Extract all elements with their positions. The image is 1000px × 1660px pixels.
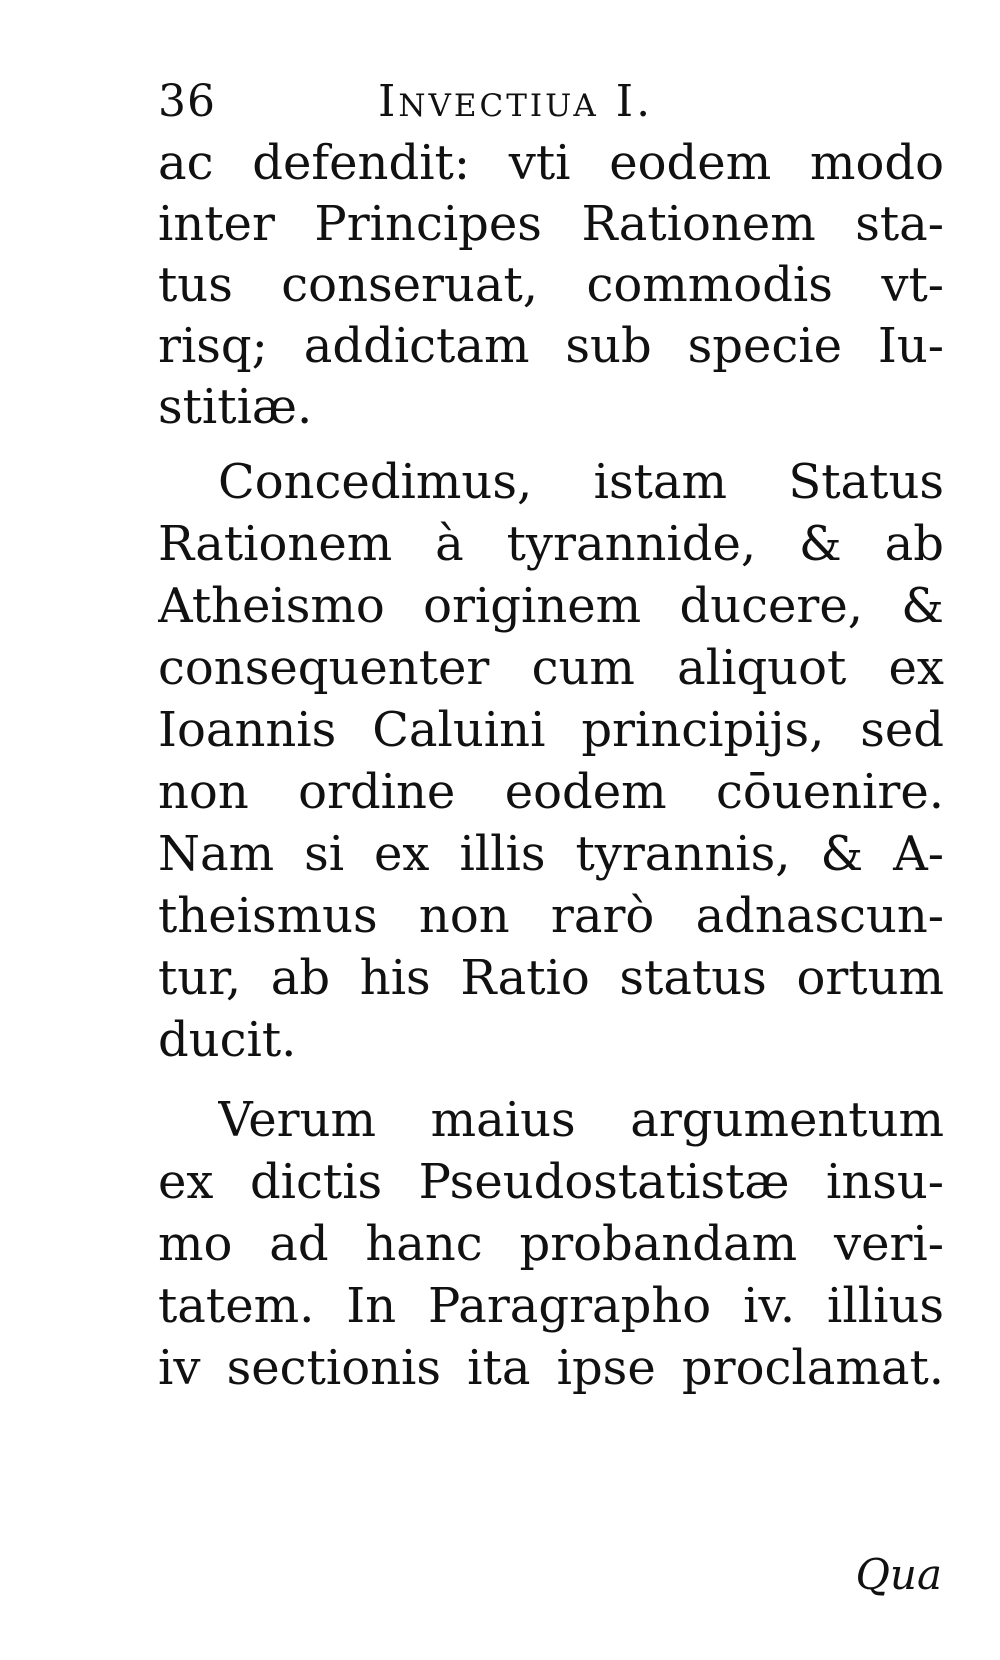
text-line: stitiæ. (158, 379, 313, 435)
running-head (158, 72, 748, 132)
text-line: risq; addictam sub specie Iu- (158, 318, 944, 374)
text-line: ducit. (158, 1012, 297, 1068)
text-line: Ioannis Caluini principijs, sed (158, 702, 944, 758)
text-line: ex dictis Pseudostatistæ insu- (158, 1154, 944, 1210)
catchword: Qua (855, 1550, 942, 1599)
text-line: consequenter cum aliquot ex (158, 640, 944, 696)
paragraph-start-line: Verum maius argumentum (218, 1092, 944, 1148)
paragraph-start-line: Concedimus, istam Status (218, 454, 944, 510)
text-line: iv sectionis ita ipse proclamat. (158, 1340, 944, 1396)
text-line: non ordine eodem cōuenire. (158, 764, 944, 820)
text-line: Rationem à tyrannide, & ab (158, 516, 944, 572)
text-line: Nam si ex illis tyrannis, & A- (158, 826, 944, 882)
text-line: tus conseruat, commodis vt- (158, 257, 944, 313)
text-line: Atheismo originem ducere, & (158, 578, 944, 634)
text-line: ac defendit: vti eodem modo (158, 135, 944, 191)
text-line: inter Principes Rationem sta- (158, 196, 944, 252)
running-title: Invectiua I. (378, 76, 654, 127)
text-line: tur, ab his Ratio status ortum (158, 950, 944, 1006)
text-line: theismus non rarò adnascun- (158, 888, 944, 944)
text-line: tatem. In Paragrapho iv. illius (158, 1278, 944, 1334)
text-line: mo ad hanc probandam veri- (158, 1216, 944, 1272)
page-number: 36 (158, 76, 216, 127)
